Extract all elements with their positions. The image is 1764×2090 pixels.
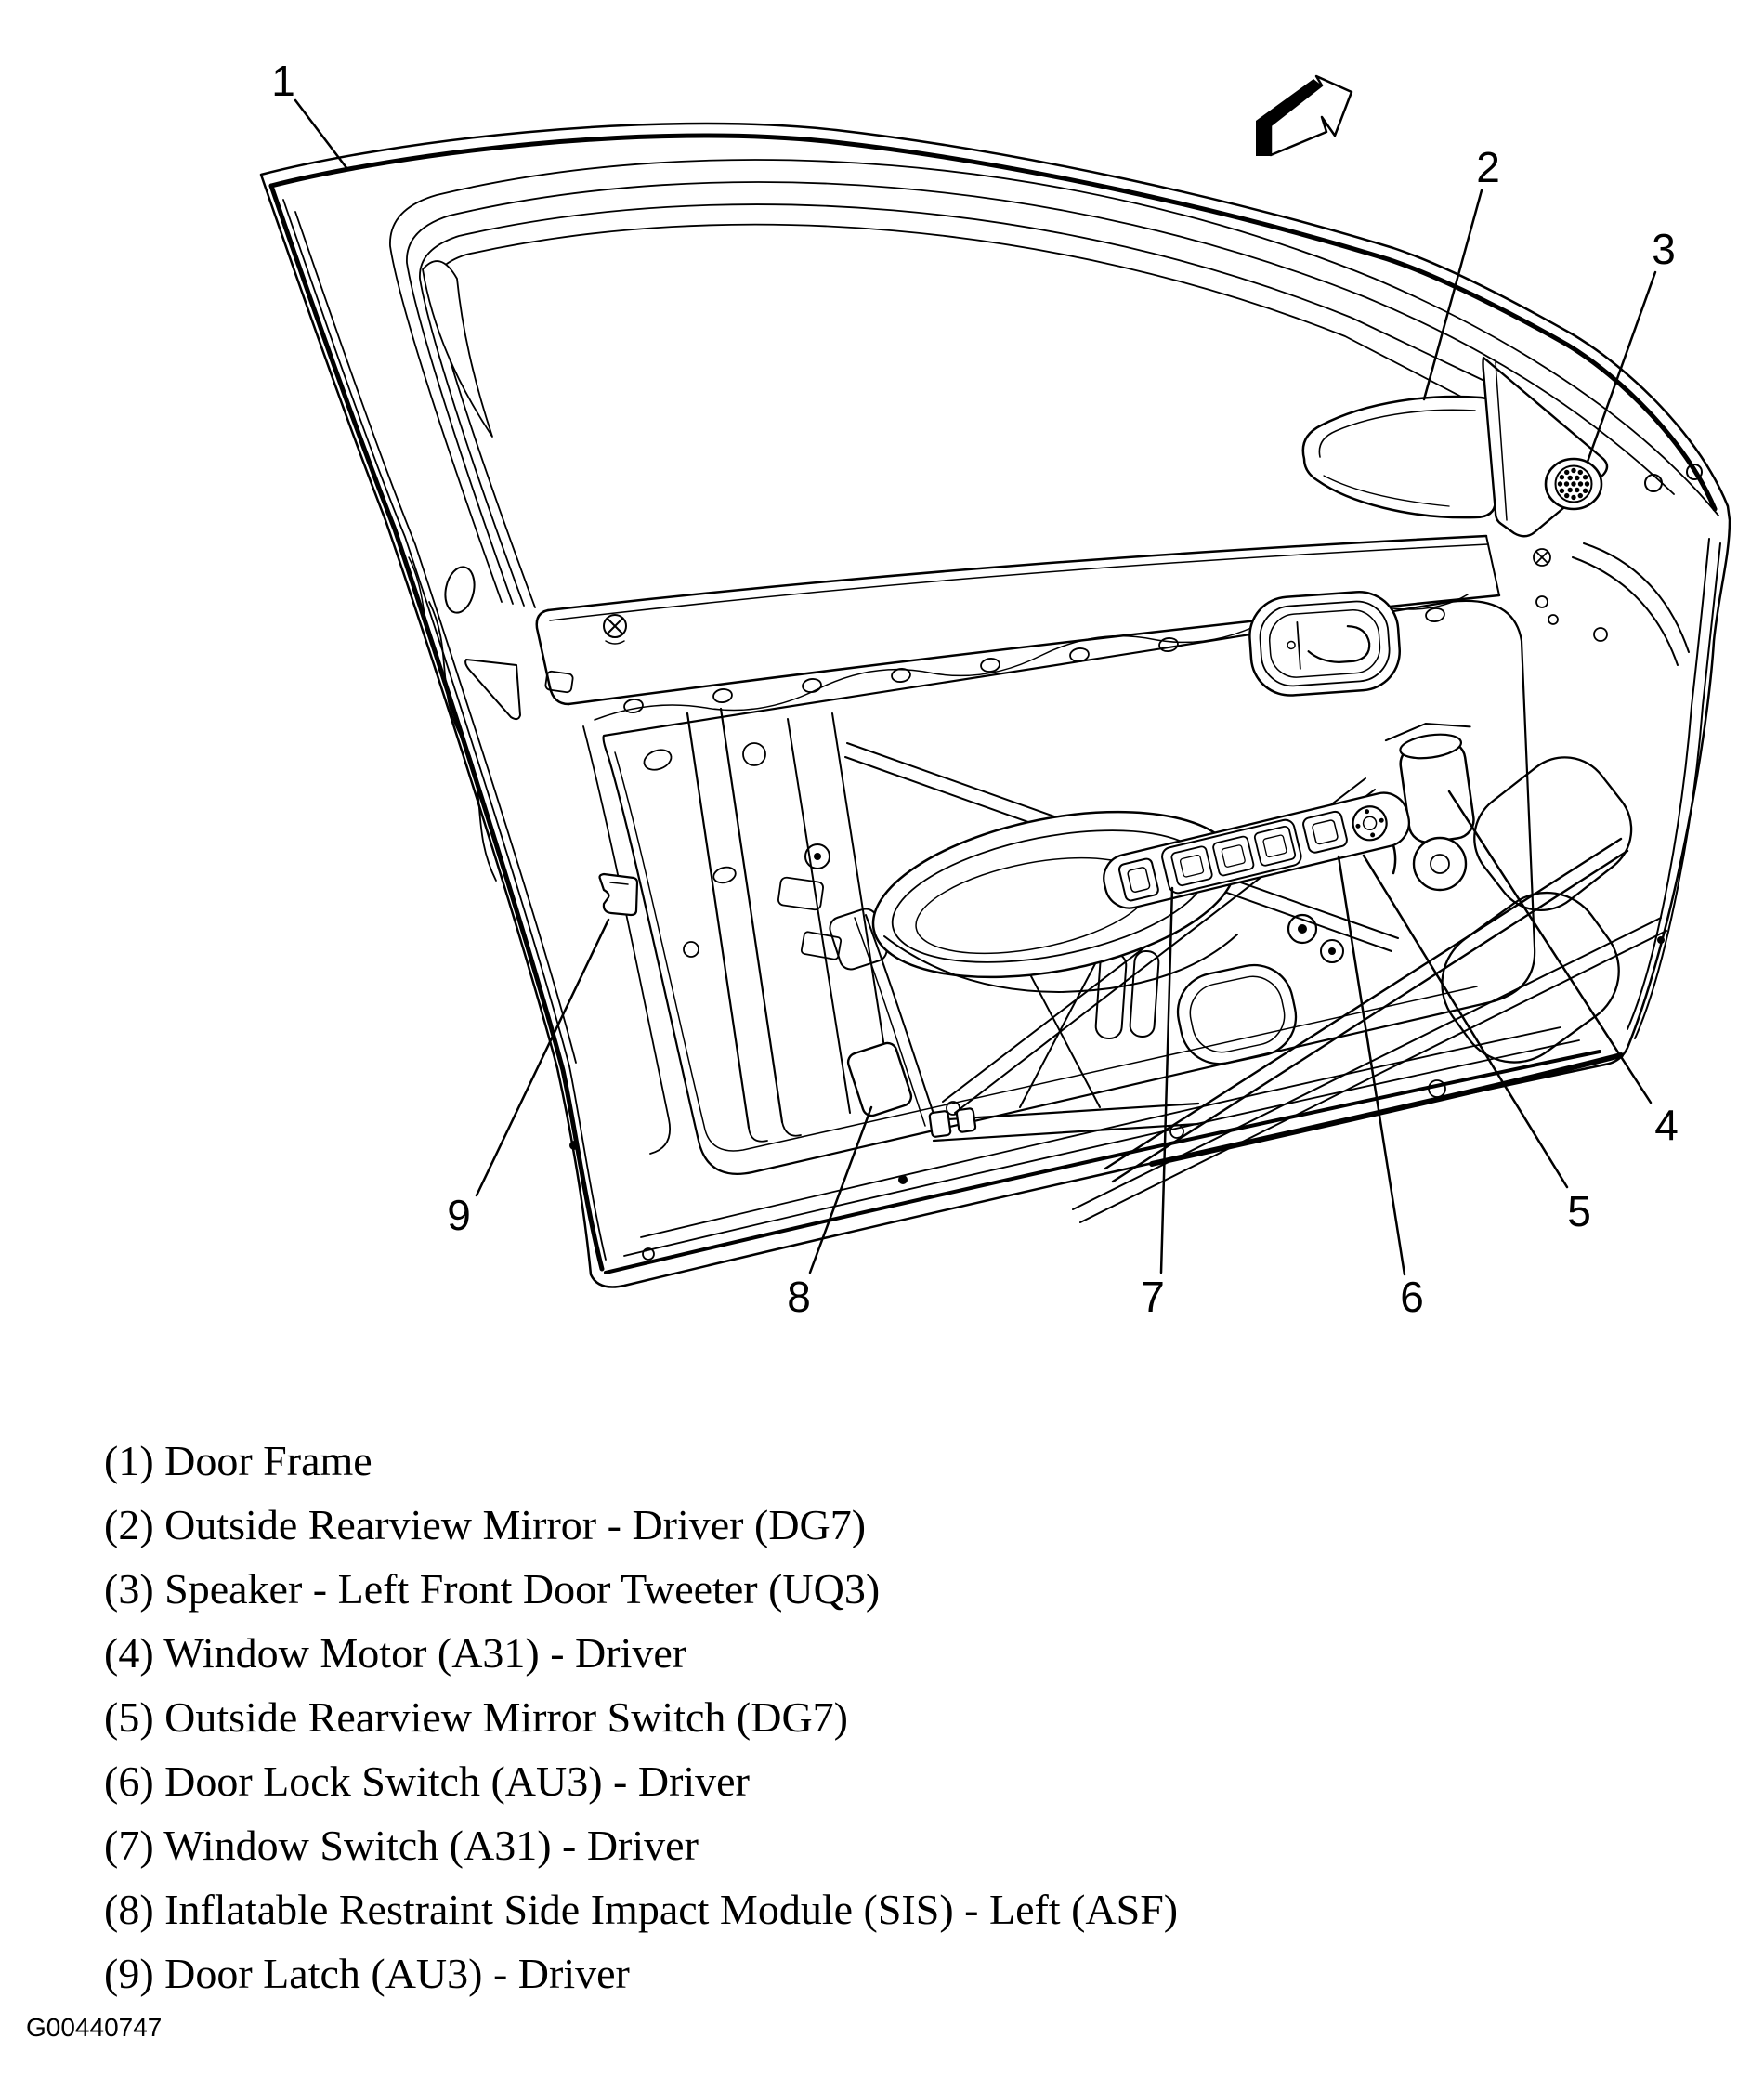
bottom-hem-line-2: [641, 1027, 1561, 1237]
tweeter-speaker-icon: [1546, 459, 1601, 509]
callout-4-number: 4: [1654, 1101, 1679, 1149]
callout-6-number: 6: [1400, 1273, 1424, 1321]
legend-line-8: (8) Inflatable Restraint Side Impact Module (SIS) - Left (ASF): [104, 1886, 1179, 1933]
access-hole-lower-right: [1420, 870, 1641, 1084]
callout-3-number: 3: [1652, 225, 1676, 273]
bottom-hem-line-1: [624, 1040, 1579, 1256]
callout-7-number: 7: [1141, 1273, 1165, 1321]
door-latch: [600, 874, 638, 915]
legend-line-5: (5) Outside Rearview Mirror Switch (DG7): [104, 1693, 848, 1741]
callout-6: [1339, 856, 1424, 1321]
motor-gear-housing: [1414, 838, 1466, 890]
callout-4: [1449, 791, 1679, 1149]
door-inner-thick-bottom: [606, 1052, 1600, 1273]
front-rail-pillar-1: [687, 709, 801, 1142]
legend-line-3: (3) Speaker - Left Front Door Tweeter (UQ3): [104, 1565, 881, 1613]
figure-code: G00440747: [26, 2013, 163, 2042]
legend-line-7: (7) Window Switch (A31) - Driver: [104, 1822, 699, 1869]
callout-5-number: 5: [1567, 1187, 1591, 1235]
sis-module: [846, 1040, 914, 1117]
left-hem-line-2: [295, 212, 576, 1063]
window-frame-channel: [390, 160, 1718, 607]
mirror-sail-panel: [1483, 358, 1608, 536]
belt-moulding: [537, 536, 1550, 704]
callout-9-number: 9: [447, 1191, 471, 1239]
left-oval-hole: [441, 564, 478, 615]
access-hole-upper-right: [1456, 738, 1650, 929]
callout-1: [271, 57, 347, 169]
belt-screw-right-icon: [1534, 549, 1550, 566]
legend-line-2: (2) Outside Rearview Mirror - Driver (DG7): [104, 1501, 867, 1548]
right-edge-line-1: [1635, 543, 1720, 1038]
direction-arrow-icon: [1256, 76, 1352, 156]
callout-1-number: 1: [271, 57, 295, 105]
left-pillar-edge: [583, 726, 670, 1154]
door-handle-bezel: [1248, 589, 1403, 698]
legend-line-6: (6) Door Lock Switch (AU3) - Driver: [104, 1757, 750, 1805]
right-pillar-hole-2: [1645, 475, 1662, 491]
callout-8-number: 8: [787, 1273, 811, 1321]
callout-2-number: 2: [1476, 143, 1500, 191]
left-triangle-cutout: [465, 660, 520, 719]
door-frame-outline: [261, 124, 1730, 1287]
window-switch-rocker-single: [1118, 857, 1159, 901]
right-corner-channel-2: [1573, 557, 1678, 665]
armrest-switch-panel: [859, 785, 1414, 1005]
glass-run-corner-drip: [423, 261, 492, 437]
legend-line-9: (9) Door Latch (AU3) - Driver: [104, 1950, 630, 1997]
legend-line-4: (4) Window Motor (A31) - Driver: [104, 1629, 687, 1677]
door-bottom-hem-thick: [1152, 1055, 1621, 1164]
outside-rearview-mirror: [1303, 397, 1500, 517]
legend: [26, 1437, 1178, 2042]
door-lock-switch: [1302, 810, 1349, 854]
panel-studs: [1288, 915, 1343, 962]
door-outer-edge: [261, 124, 1730, 1287]
callouts: [271, 57, 1679, 1321]
legend-line-1: (1) Door Frame: [104, 1437, 372, 1484]
